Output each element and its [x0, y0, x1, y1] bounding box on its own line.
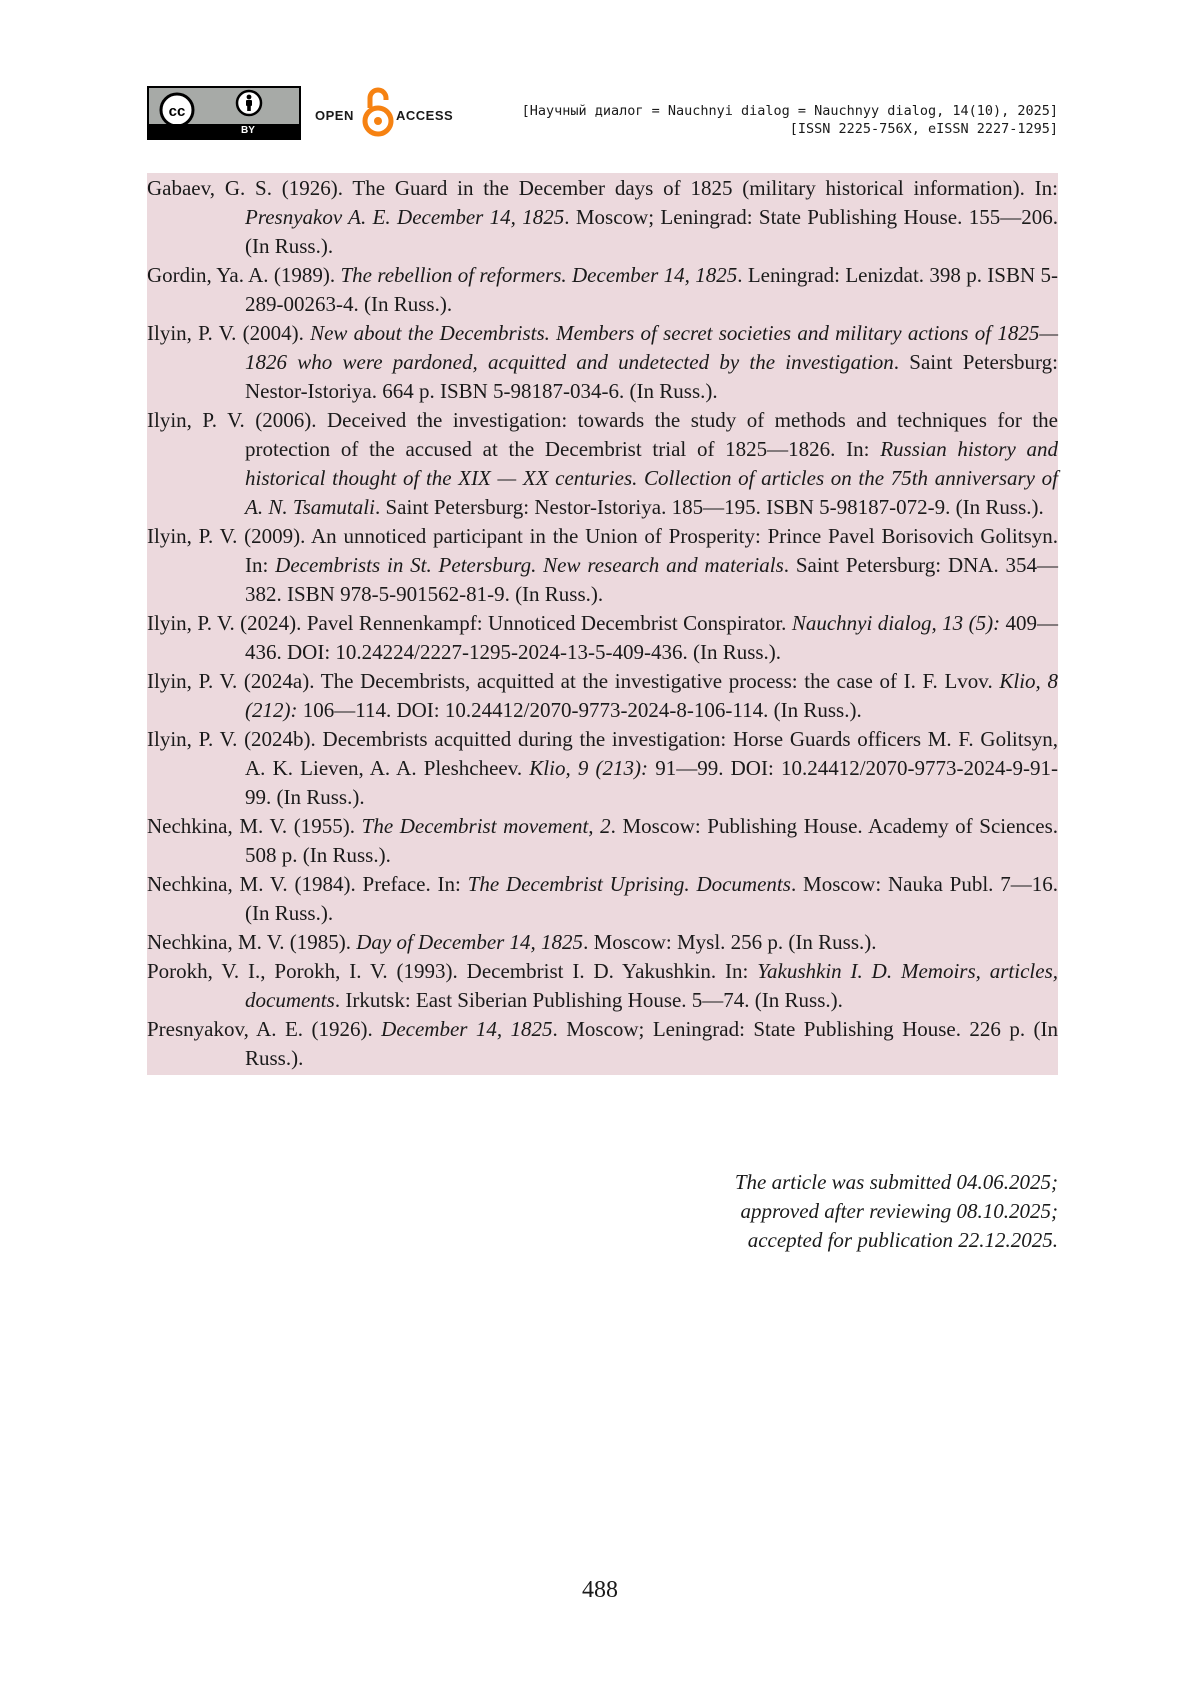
reference-item [147, 725, 1058, 812]
reference-text: Porokh, V. I., Porokh, I. V. (1993). Decembrist I. D. Yakushkin. In: [147, 959, 758, 983]
reference-item [147, 522, 1058, 609]
submitted-date: The article was submitted 04.06.2025; [734, 1170, 1058, 1194]
open-access-access-text: ACCESS [396, 108, 454, 123]
reference-text: Ilyin, P. V. (2024a). The Decembrists, acquitted at the investigative process: the case of I. F. Lvov. [147, 669, 1000, 693]
reference-item [147, 812, 1058, 870]
reference-text: 409—436. DOI: 10.24224/2227-1295-2024-13-5-409-436. (In Russ.). [245, 611, 1059, 664]
reference-text: Ilyin, P. V. (2009). An unnoticed participant in the Union of Prosperity: Prince Pavel Borisovich Golitsyn. In: [147, 524, 1058, 577]
reference-title: The Decembrist movement, 2 [361, 814, 611, 838]
attribution-person-icon [235, 89, 263, 117]
cc-by-license-badge[interactable] [147, 86, 301, 140]
svg-text:cc: cc [168, 103, 186, 120]
reference-title: Presnyakov A. E. December 14, 1825 [245, 205, 565, 229]
reference-text: . Irkutsk: East Siberian Publishing House. 5—74. (In Russ.). [334, 988, 843, 1012]
reference-text: 106—114. DOI: 10.24412/2070-9773-2024-8-106-114. (In Russ.). [297, 698, 862, 722]
reference-title: Decembrists in St. Petersburg. New research and materials [275, 553, 784, 577]
references-list [147, 173, 1058, 1075]
reference-text: . Moscow; Leningrad: State Publishing House. 226 p. (In Russ.). [245, 1017, 1058, 1070]
accepted-date: accepted for publication 22.12.2025. [747, 1228, 1058, 1252]
reference-title: The rebellion of reformers. December 14, 1825 [340, 263, 738, 287]
reference-item [147, 319, 1058, 406]
reference-text: . Moscow: Nauka Publ. 7—16. (In Russ.). [245, 872, 1058, 925]
reference-item [147, 174, 1058, 261]
reference-text: . Moscow; Leningrad: State Publishing House. 155—206. (In Russ.). [245, 205, 1058, 258]
reference-title: Klio, 8 (212): [245, 669, 1058, 722]
reference-item [147, 928, 1058, 957]
reference-item [147, 406, 1058, 522]
reference-title: December 14, 1825 [381, 1017, 553, 1041]
reference-text: Nechkina, M. V. (1985). [147, 930, 357, 954]
reference-text: Presnyakov, A. E. (1926). [147, 1017, 382, 1041]
reference-title: Day of December 14, 1825 [356, 930, 584, 954]
reference-text: Ilyin, P. V. (2024). Pavel Rennenkampf: Unnoticed Decembrist Conspirator. [147, 611, 792, 635]
reference-title: Yakushkin I. D. Memoirs, articles, documents [245, 959, 1058, 1012]
creative-commons-icon [159, 92, 195, 128]
reference-text: Gordin, Ya. A. (1989). [147, 263, 341, 287]
open-access-lock-icon [361, 86, 395, 138]
approved-date: approved after reviewing 08.10.2025; [740, 1199, 1058, 1223]
reference-title: Russian history and historical thought of the XIX — XX centuries. Collection of articles on the 75th anniversary of A. N. Tsamutali [245, 437, 1058, 519]
reference-text: . Saint Petersburg: Nestor-Istoriya. 185—195. ISBN 5-98187-072-9. (In Russ.). [374, 495, 1044, 519]
reference-item [147, 870, 1058, 928]
reference-title: Nauchnyi dialog, 13 (5): [791, 611, 1001, 635]
journal-citation [522, 102, 1058, 138]
page-number: 488 [582, 1577, 618, 1603]
open-access-open-text: OPEN [315, 108, 354, 123]
reference-text: . Moscow: Mysl. 256 p. (In Russ.). [583, 930, 877, 954]
reference-item [147, 957, 1058, 1015]
reference-title: The Decembrist Uprising. Documents [467, 872, 791, 896]
journal-issn-line: [ISSN 2225-756X, eISSN 2227-1295] [789, 121, 1058, 137]
reference-text: . Leningrad: Lenizdat. 398 p. ISBN 5-289-00263-4. (In Russ.). [245, 263, 1058, 316]
reference-item [147, 1015, 1058, 1073]
reference-text: Gabaev, G. S. (1926). The Guard in the December days of 1825 (military historical information). In: [147, 176, 1058, 200]
reference-text: Ilyin, P. V. (2024b). Decembrists acquitted during the investigation: Horse Guards officers M. F. Golitsyn, A. K. Lieven, A. A. Pleshcheev. [147, 727, 1058, 780]
reference-text: Nechkina, M. V. (1955). [147, 814, 362, 838]
reference-item [147, 261, 1058, 319]
reference-item [147, 667, 1058, 725]
reference-title: Klio, 9 (213): [529, 756, 649, 780]
article-dates [735, 1168, 1058, 1255]
reference-text: Ilyin, P. V. (2006). Deceived the investigation: towards the study of methods and techniques for the protection of the accused at the Decembrist trial of 1825—1826. In: [147, 408, 1058, 461]
journal-title-line: [Научный диалог = Nauchnyi dialog = Nauchnyy dialog, 14(10), 2025] [521, 103, 1058, 119]
cc-badge-bar [149, 124, 299, 138]
reference-text: 91—99. DOI: 10.24412/2070-9773-2024-9-91-99. (In Russ.). [245, 756, 1058, 809]
reference-text: . Saint Petersburg: DNA. 354—382. ISBN 978-5-901562-81-9. (In Russ.). [245, 553, 1059, 606]
reference-item [147, 609, 1058, 667]
cc-by-label: BY [241, 125, 255, 136]
reference-text: . Moscow: Publishing House. Academy of Sciences. 508 p. (In Russ.). [245, 814, 1059, 867]
reference-text: . Saint Petersburg: Nestor-Istoriya. 664 p. ISBN 5-98187-034-6. (In Russ.). [245, 350, 1058, 403]
reference-title: New about the Decembrists. Members of secret societies and military actions of 1825—1826 who were pardoned, acquitted and undetected by the investigation [245, 321, 1058, 374]
reference-text: Ilyin, P. V. (2004). [147, 321, 311, 345]
open-access-logo[interactable] [315, 86, 475, 140]
page-header [147, 86, 1058, 142]
reference-text: Nechkina, M. V. (1984). Preface. In: [147, 872, 468, 896]
